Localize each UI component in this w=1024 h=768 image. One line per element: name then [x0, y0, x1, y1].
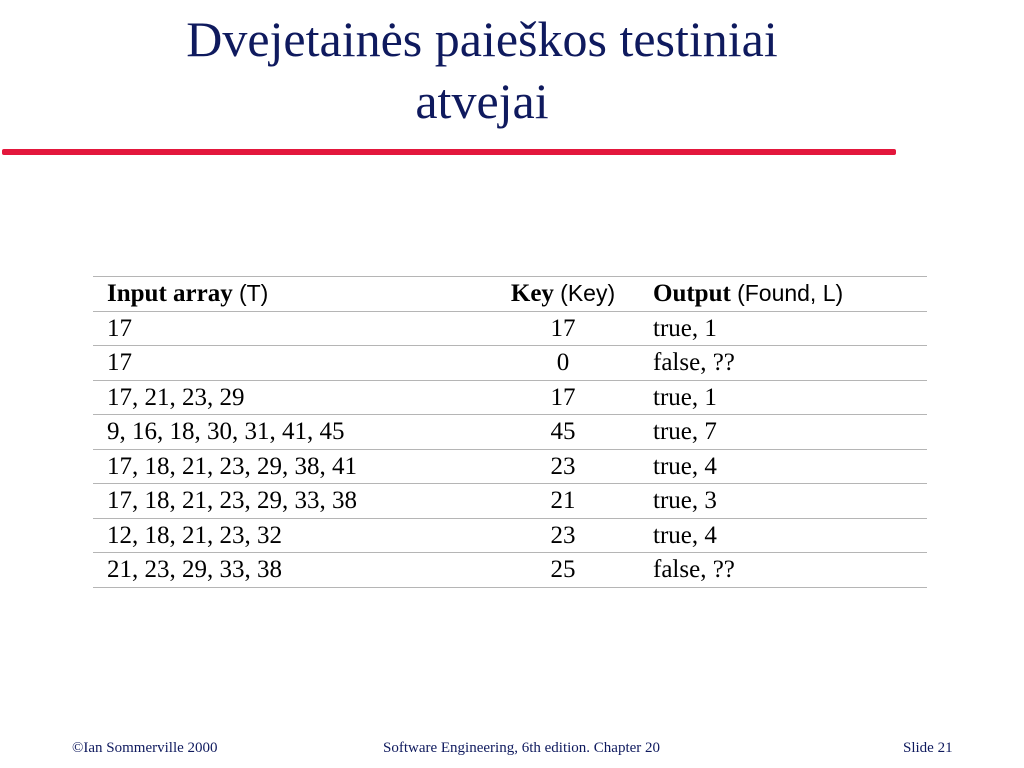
- cell-output: true, 7: [643, 415, 927, 450]
- header-output-label: Output: [653, 280, 731, 308]
- table-row: [93, 518, 927, 553]
- table-row: [93, 415, 927, 450]
- footer-slide-number: Slide 21: [903, 740, 953, 756]
- table-row: [93, 380, 927, 415]
- cell-key: 25: [483, 553, 643, 588]
- cell-key: 17: [483, 311, 643, 346]
- cell-key: 0: [483, 346, 643, 381]
- cell-input-array: 9, 16, 18, 30, 31, 41, 45: [93, 415, 483, 450]
- cell-input-array: 12, 18, 21, 23, 32: [93, 518, 483, 553]
- test-cases-table: [93, 276, 927, 588]
- cell-key: 17: [483, 380, 643, 415]
- cell-key: 21: [483, 484, 643, 519]
- cell-key: 23: [483, 518, 643, 553]
- cell-input-array: 17, 21, 23, 29: [93, 380, 483, 415]
- cell-input-array: 21, 23, 29, 33, 38: [93, 553, 483, 588]
- table-row: [93, 449, 927, 484]
- slide-title: [0, 8, 964, 132]
- header-output-sub: (Found, L): [737, 280, 844, 307]
- slide-title-line2: atvejai: [415, 73, 549, 129]
- footer-book-title: Software Engineering, 6th edition. Chapter 20: [383, 740, 661, 756]
- table-row: [93, 553, 927, 588]
- cell-input-array: 17, 18, 21, 23, 29, 33, 38: [93, 484, 483, 519]
- cell-input-array: 17, 18, 21, 23, 29, 38, 41: [93, 449, 483, 484]
- header-key-sub: (Key): [560, 280, 616, 307]
- footer-copyright: ©Ian Sommerville 2000: [72, 740, 218, 756]
- cell-input-array: 17: [93, 311, 483, 346]
- cell-output: false, ??: [643, 346, 927, 381]
- title-underline-divider: [2, 149, 896, 155]
- header-output: [643, 277, 927, 312]
- cell-input-array: 17: [93, 346, 483, 381]
- cell-output: true, 1: [643, 380, 927, 415]
- cell-output: true, 3: [643, 484, 927, 519]
- header-key-label: Key: [510, 280, 554, 308]
- table-row: [93, 311, 927, 346]
- header-input-array: [93, 277, 483, 312]
- header-input-array-sub: (T): [238, 280, 269, 307]
- cell-key: 45: [483, 415, 643, 450]
- header-key: [483, 277, 643, 312]
- table-row: [93, 346, 927, 381]
- table-row: [93, 484, 927, 519]
- cell-key: 23: [483, 449, 643, 484]
- cell-output: true, 4: [643, 518, 927, 553]
- slide-title-line1: Dvejetainės paieškos testiniai: [186, 11, 778, 67]
- cell-output: false, ??: [643, 553, 927, 588]
- table-header-row: [93, 277, 927, 312]
- cell-output: true, 1: [643, 311, 927, 346]
- cell-output: true, 4: [643, 449, 927, 484]
- header-input-array-label: Input array: [107, 280, 233, 308]
